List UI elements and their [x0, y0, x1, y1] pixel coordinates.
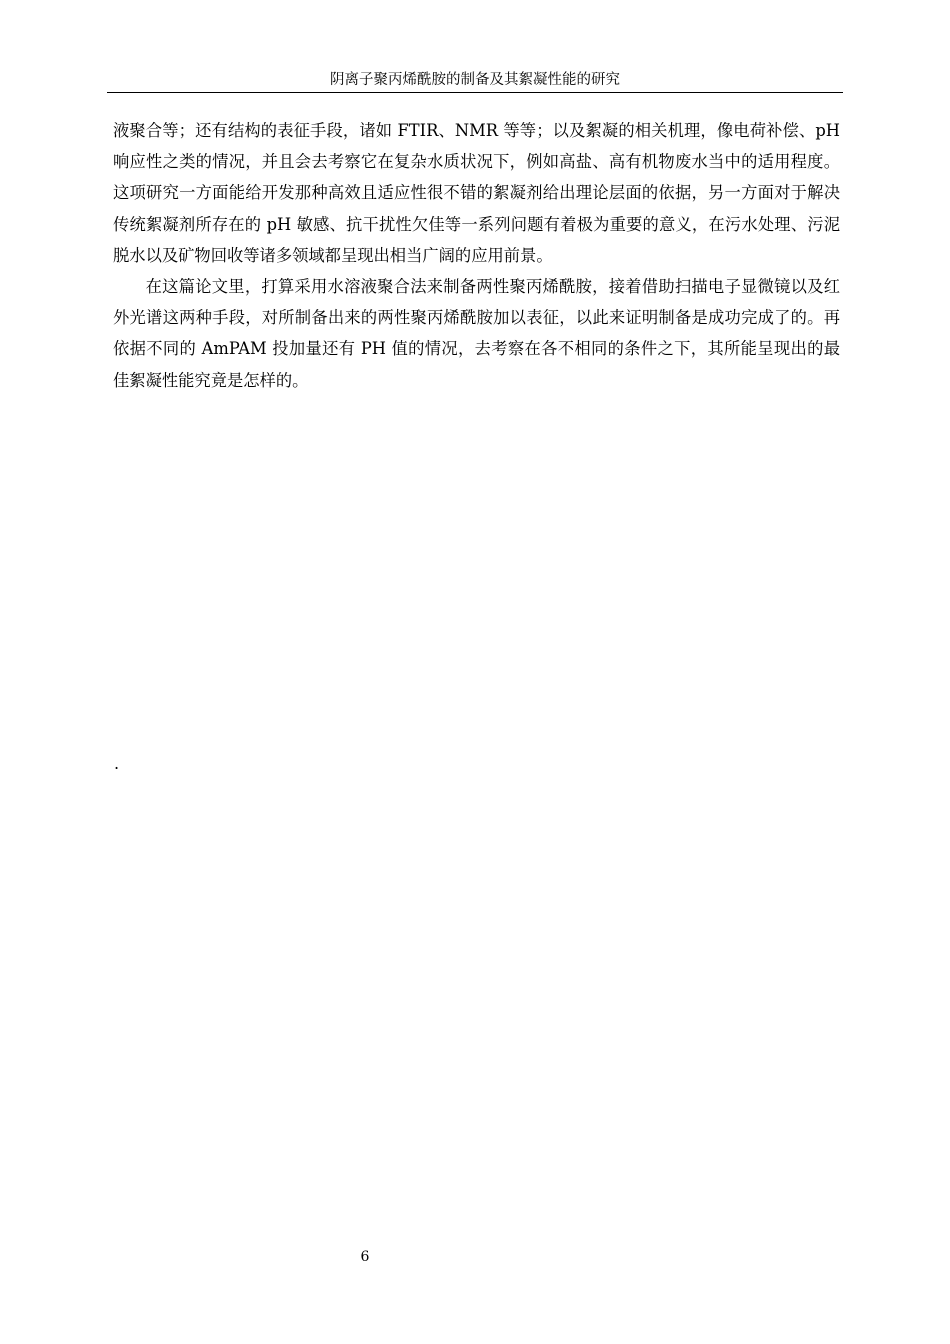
body-text — [113, 115, 840, 396]
page-header — [107, 70, 843, 93]
paragraph-method: 在这篇论文里，打算采用水溶液聚合法来制备两性聚丙烯酰胺，接着借助扫描电子显微镜以及红外光谱这两种手段，对所制备出来的两性聚丙烯酰胺加以表征，以此来证明制备是成功完成了的。再依据不同的 AmPAM 投加量还有 PH 值的情况，去考察在各不相同的条件之下，其所能呈现出的最佳絮凝性能究竟是怎样的。 — [113, 277, 840, 390]
stray-mark: . — [114, 754, 120, 773]
page-number: 6 — [360, 1249, 370, 1265]
paragraph-continued: 液聚合等；还有结构的表征手段，诸如 FTIR、NMR 等等；以及絮凝的相关机理，像电荷补偿、pH 响应性之类的情况，并且会去考察它在复杂水质状况下，例如高盐、高有机物废水当中的适用程度。这项研究一方面能给开发那种高效且适应性很不错的絮凝剂给出理论层面的依据，另一方面对于解决传统絮凝剂所存在的 pH 敏感、抗干扰性欠佳等一系列问题有着极为重要的意义，在污水处理、污泥脱水以及矿物回收等诸多领域都呈现出相当广阔的应用前景。 — [113, 121, 840, 265]
header-title: 阴离子聚丙烯酰胺的制备及其絮凝性能的研究 — [330, 72, 620, 88]
